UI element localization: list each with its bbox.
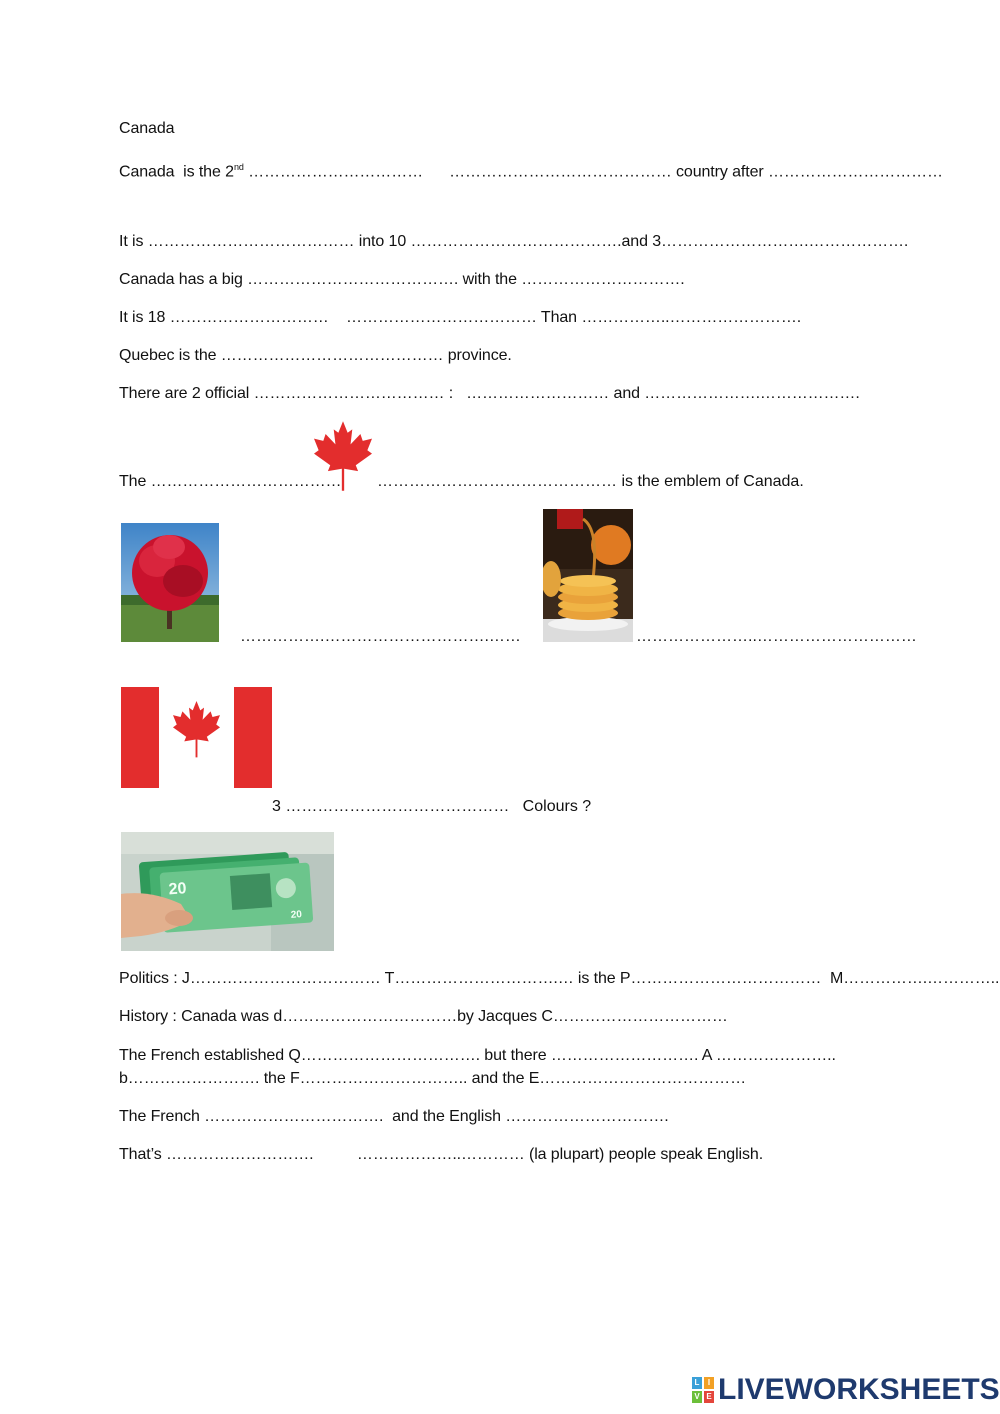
logo-badge-letter: E [704, 1391, 714, 1403]
liveworksheets-logo [692, 1372, 1000, 1408]
logo-badge-letter: L [692, 1377, 702, 1389]
line-border: Canada has a big …………………………………. with the …………………………. [119, 271, 685, 288]
logo-text: LIVEWORKSHEETS [718, 1373, 1000, 1406]
pancakes-image [543, 509, 633, 642]
logo-badge-letter: V [692, 1391, 702, 1403]
canada-flag-image [121, 687, 272, 788]
line-rank [119, 157, 943, 182]
line-rank-blanks: …………………………… …………………………………… country after …………………………… [243, 163, 943, 181]
svg-text:20: 20 [168, 880, 188, 899]
line-colours: 3 …………………………………… Colours ? [272, 798, 592, 815]
blank-tree: …………….………………………….…… [240, 628, 521, 645]
svg-text:20: 20 [290, 909, 303, 921]
line-rank-text: Canada is the 2 [119, 163, 234, 181]
line-languages: There are 2 official ……………………………… : ……………………… and ………………….………………. [119, 385, 860, 402]
banknote-image [121, 832, 334, 951]
line-french-established: The French established Q……………………………. but there ………………………. A ………………….. [119, 1047, 836, 1064]
line-french-english: The French ……………………………. and the English …………………………. [119, 1108, 669, 1125]
line-emblem-start: The ……………………………… [119, 473, 342, 490]
blank-pancakes: …………………..………………………… [636, 628, 917, 645]
ordinal-suffix: nd [233, 162, 244, 172]
line-size-compare: It is 18 ………………………… ……………………………… Than ……………..……………………. [119, 309, 802, 326]
logo-badge-letter: I [704, 1377, 714, 1389]
page-title: Canada [119, 120, 175, 137]
logo-badge-icon [692, 1377, 714, 1403]
maple-tree-image [121, 523, 219, 642]
line-politics: Politics : J……………………………… T………………………….… is the P……………………………… M…………….………….. [119, 970, 1000, 987]
maple-leaf-icon [314, 420, 372, 492]
line-quebec: Quebec is the …………………………………… province. [119, 347, 512, 364]
line-french-battle: b……………………. the F………………………….. and the E………………………………… [119, 1070, 746, 1087]
line-history: History : Canada was d……………………………by Jacques C…………………………… [119, 1008, 728, 1025]
line-thats: That’s ………………………. ………………..………… (la plupart) people speak English. [119, 1146, 764, 1163]
line-divided: It is ………………………………… into 10 ………………………………….and 3……………………….………………. [119, 233, 909, 250]
line-emblem-end: ……………………………………… is the emblem of Canada. [377, 473, 804, 490]
